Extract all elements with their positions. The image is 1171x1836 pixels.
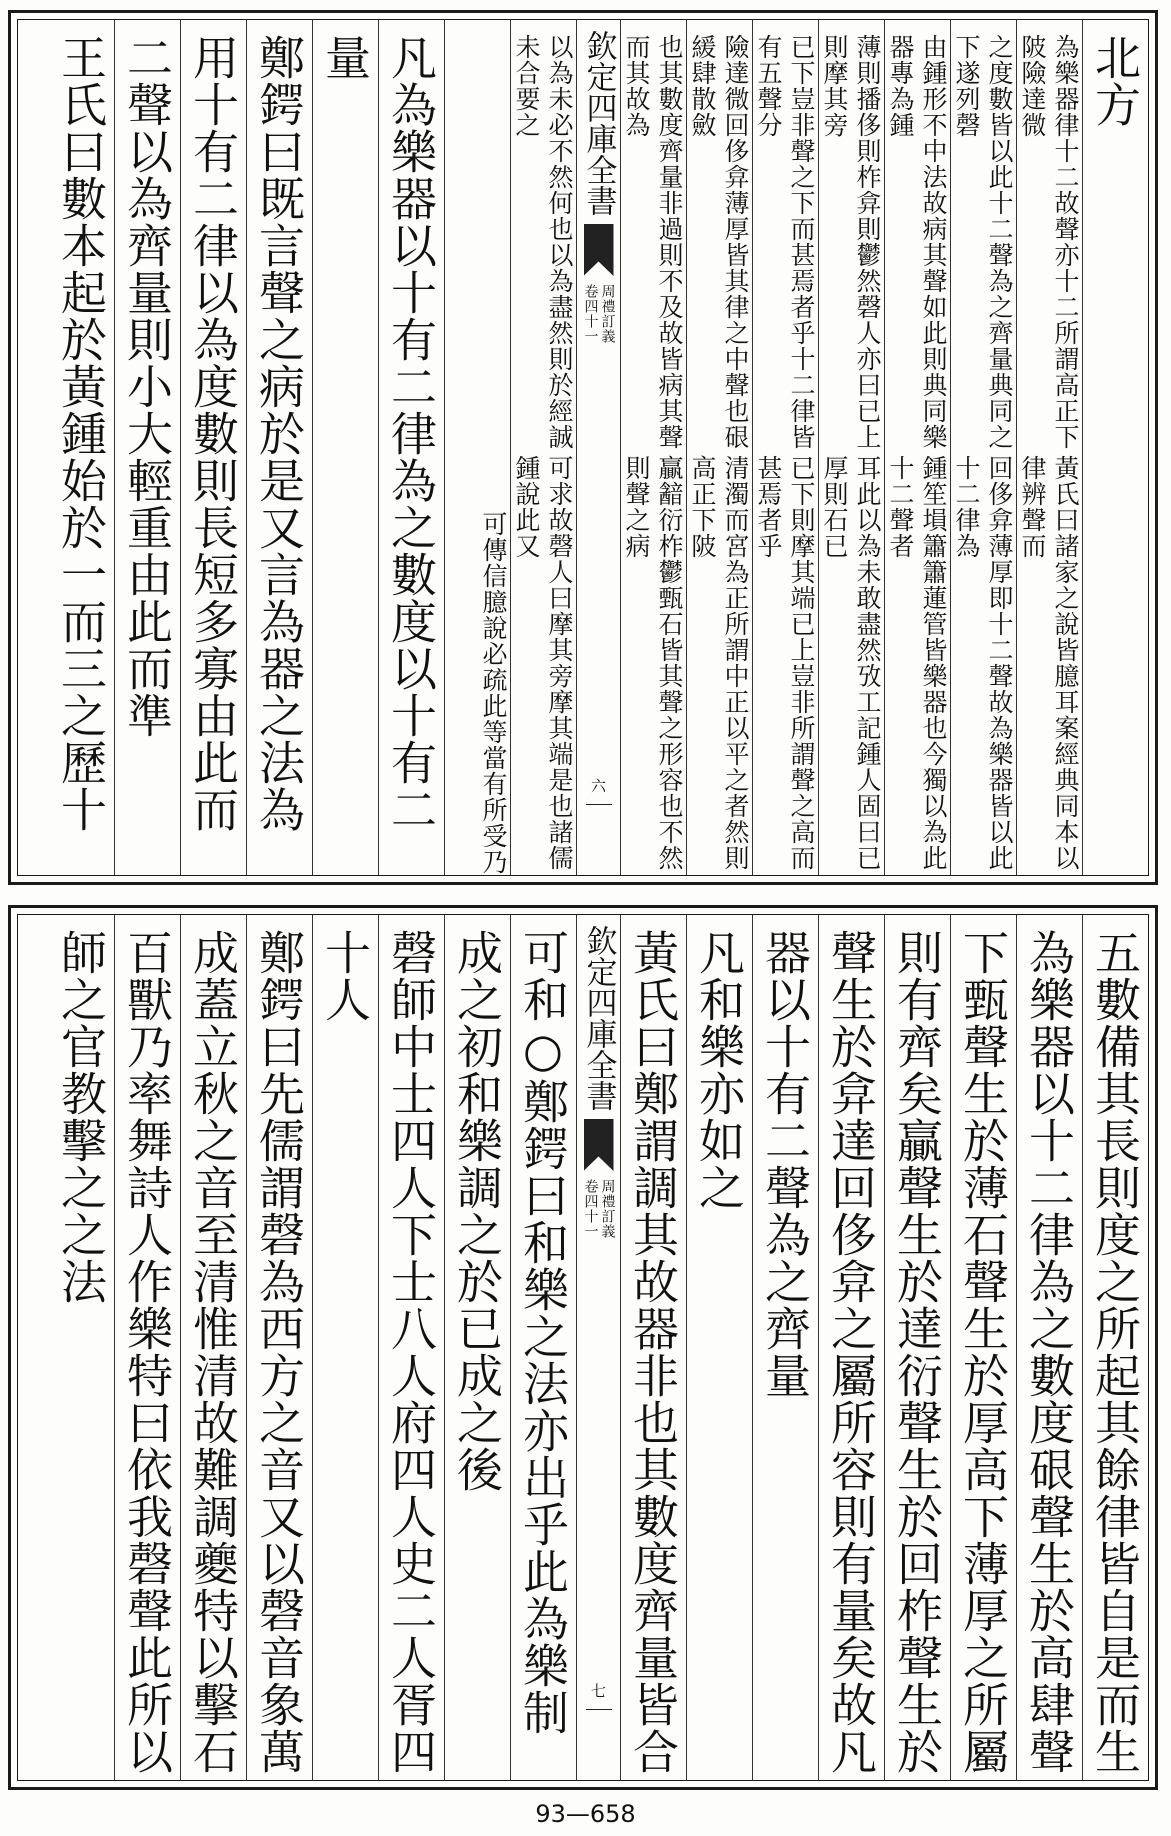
text-column: 百獸乃率舞詩人作樂特曰依我磬聲此所以 [114,915,180,1780]
commentary-column [510,20,576,875]
commentary-line: 已下則摩其端已上豈非所謂聲之高而甚焉者乎 [754,454,816,871]
book-center-label [576,20,620,875]
text-column: 成之初和樂調之於已成之後 [444,915,510,1780]
book-meta [583,1179,615,1239]
bottom-page-frame [8,905,1158,1790]
book-name: 周禮訂義 [599,1179,616,1239]
commentary-line: 薄則播侈則柞弇則鬱然磬人亦曰已上則摩其旁 [820,34,882,450]
bottom-page-columns [18,915,1148,1780]
text-column: 黃氏曰鄭謂調其故器非也其數度齊量皆合 [620,915,686,1780]
text-column: 量 [312,20,378,875]
text-column: 可和○鄭鍔曰和樂之法亦出乎此為樂制 [510,915,576,1780]
commentary-column [1016,20,1082,875]
leaf-page-number: 六 [589,778,607,794]
commentary-column [752,20,818,875]
text-column: 王氏曰數本起於黃鍾始於一而三之歷十 [54,34,108,833]
commentary-line: 為樂器律十二故聲亦十二所謂高正下陂險達微 [1018,34,1080,450]
text-column: 則有齊矣贏聲生於達衍聲生於回柞聲生於 [884,915,950,1780]
commentary-line: 耳此以為未敢盡然攷工記鍾人固曰已厚則石已 [820,454,882,871]
commentary-line: 可傳信臆說必疏 [479,511,508,693]
volume-label: 卷四十一 [582,284,599,344]
commentary-column [444,20,510,875]
text-column: 磬師中士四人下士八人府四人史二人胥四 [378,915,444,1780]
book-meta [583,284,615,344]
fishtail-mark-icon [584,1119,614,1171]
text-column: 用十有二律以為度數則長短多寡由此而 [180,20,246,875]
commentary-line: 也其數度齊量非過則不及故皆病其聲而其故為 [622,34,684,450]
page-rule [586,804,612,805]
text-column: 師之官教擊之之法 [54,929,108,1305]
commentary-line: 險達微回侈弇薄厚皆其律之中聲也硍緩肆散斂 [688,34,750,450]
commentary-line: 可求故磬人曰摩其旁摩其端是也諸儒鍾說此又 [512,454,574,871]
commentary-column [950,20,1016,875]
text-column: 鄭鍔曰既言聲之病於是又言為器之法為 [246,20,312,875]
commentary-line: 由鍾形不中法故病其聲如此則典同樂器專為鍾 [886,34,948,450]
commentary-line: 此等當有所受乃 [479,693,508,875]
book-title: 欽定四庫全書 [580,925,617,1111]
text-column: 器以十有二聲為之齊量 [752,915,818,1780]
commentary-line: 鍾笙塤簫簫蓮管皆樂器也今獨以為此十二聲者 [886,454,948,871]
page-rule [586,1709,612,1710]
text-column: 凡和樂亦如之 [686,915,752,1780]
commentary-line: 以為未必不然何也以為盡然則於經誠未合要之 [512,34,574,450]
commentary-column [884,20,950,875]
commentary-line: 之度數皆以此十二聲為之齊量典同之下遂列磬 [952,34,1014,450]
fishtail-mark-icon [584,224,614,276]
book-title: 欽定四庫全書 [580,30,617,216]
book-name: 周禮訂義 [599,284,616,344]
commentary-line: 黃氏曰諸家之說皆臆耳案經典同本以律辨聲而 [1018,454,1080,871]
top-page-columns [18,20,1148,875]
text-column: 二聲以為齊量則小大輕重由此而準 [114,20,180,875]
commentary-line: 清濁而宮為正所謂中正以平之者然則高正下陂 [688,454,750,871]
text-column: 成蓋立秋之音至清惟清故難調夔特以擊石 [180,915,246,1780]
text-column: 十人 [312,915,378,1780]
commentary-column [620,20,686,875]
commentary-line: 已下豈非聲之下而甚焉者乎十二律皆有五聲分 [754,34,816,450]
text-column: 北方 [1082,20,1148,875]
text-column: 五數備其長則度之所起其餘律皆自是而生 [1082,915,1148,1780]
top-page-frame [8,10,1158,885]
commentary-column [686,20,752,875]
text-column: 聲生於弇達回侈弇之屬所容則有量矣故凡 [818,915,884,1780]
footer-page-number: 93—658 [535,1800,636,1828]
text-column: 鄭鍔曰先儒謂磬為西方之音又以磬音象萬 [246,915,312,1780]
commentary-line: 回侈弇薄厚即十二聲故為樂器皆以此十二律為 [952,454,1014,871]
text-column: 凡為樂器以十有二律為之數度以十有二 [378,20,444,875]
commentary-line: 贏韽衍柞鬱甄石皆其聲之形容也不然則聲之病 [622,454,684,871]
volume-label: 卷四十一 [582,1179,599,1239]
text-column: 為樂器以十二律為之數度硍聲生於高肆聲 [1016,915,1082,1780]
leaf-page-number: 七 [589,1683,607,1699]
book-center-label [576,915,620,1780]
text-column: 下甄聲生於薄石聲生於厚高下薄厚之所屬 [950,915,1016,1780]
commentary-column [818,20,884,875]
